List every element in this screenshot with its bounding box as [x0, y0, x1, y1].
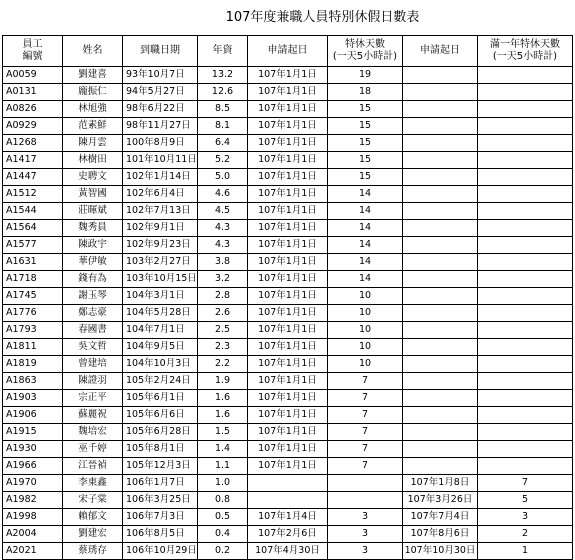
header-apply-start-2: 申請起日: [403, 36, 478, 67]
cell-name: 林旭強: [63, 101, 123, 118]
cell-name: 宗正平: [63, 390, 123, 407]
table-row: [3, 424, 573, 441]
cell-apply-start-2: [403, 441, 478, 458]
cell-employee-id: A1544: [3, 203, 63, 220]
cell-apply-start-2: 107年3月26日: [403, 492, 478, 509]
table-row: [3, 101, 573, 118]
table-row: [3, 135, 573, 152]
cell-name: 吳文哲: [63, 339, 123, 356]
cell-apply-start-2: [403, 118, 478, 135]
cell-special-days: 14: [328, 186, 403, 203]
cell-full-year-days: [478, 152, 573, 169]
cell-full-year-days: [478, 424, 573, 441]
header-hire-date: 到職日期: [123, 36, 198, 67]
cell-full-year-days: [478, 67, 573, 84]
cell-employee-id: A1577: [3, 237, 63, 254]
cell-hire-date: 105年6月6日: [123, 407, 198, 424]
cell-special-days: 15: [328, 152, 403, 169]
table-row: [3, 288, 573, 305]
cell-seniority: 4.6: [198, 186, 248, 203]
cell-seniority: 2.8: [198, 288, 248, 305]
cell-hire-date: 105年2月24日: [123, 373, 198, 390]
cell-hire-date: 105年6月28日: [123, 424, 198, 441]
cell-apply-start: 107年1月1日: [248, 220, 328, 237]
header-employee-id-line1: 員工: [22, 39, 43, 50]
cell-hire-date: 93年10月7日: [123, 67, 198, 84]
cell-name: 鄭志豪: [63, 305, 123, 322]
cell-employee-id: A1930: [3, 441, 63, 458]
cell-special-days: 3: [328, 509, 403, 526]
cell-name: 謝玉琴: [63, 288, 123, 305]
cell-hire-date: 106年1月7日: [123, 475, 198, 492]
cell-name: 林樹田: [63, 152, 123, 169]
cell-apply-start-2: [403, 339, 478, 356]
table-row: [3, 220, 573, 237]
cell-special-days: 18: [328, 84, 403, 101]
cell-apply-start: [248, 492, 328, 509]
cell-hire-date: 106年3月25日: [123, 492, 198, 509]
table-row: [3, 475, 573, 492]
cell-apply-start: 107年1月1日: [248, 67, 328, 84]
cell-name: 蔡琇存: [63, 543, 123, 560]
cell-special-days: 14: [328, 237, 403, 254]
header-name: 姓名: [63, 36, 123, 67]
table-row: [3, 492, 573, 509]
cell-apply-start: 107年1月1日: [248, 237, 328, 254]
cell-employee-id: A1447: [3, 169, 63, 186]
cell-apply-start-2: 107年1月8日: [403, 475, 478, 492]
cell-name: 陳月雲: [63, 135, 123, 152]
cell-apply-start-2: [403, 186, 478, 203]
cell-apply-start-2: [403, 67, 478, 84]
cell-seniority: 4.3: [198, 237, 248, 254]
cell-seniority: 0.2: [198, 543, 248, 560]
cell-special-days: 14: [328, 203, 403, 220]
cell-full-year-days: [478, 390, 573, 407]
cell-apply-start-2: [403, 407, 478, 424]
cell-full-year-days: [478, 101, 573, 118]
cell-seniority: 2.2: [198, 356, 248, 373]
cell-full-year-days: [478, 203, 573, 220]
cell-employee-id: A1417: [3, 152, 63, 169]
cell-full-year-days: [478, 356, 573, 373]
cell-seniority: 0.8: [198, 492, 248, 509]
cell-apply-start-2: [403, 254, 478, 271]
cell-name: 黃智國: [63, 186, 123, 203]
cell-name: 曾建培: [63, 356, 123, 373]
cell-employee-id: A1793: [3, 322, 63, 339]
cell-hire-date: 103年2月27日: [123, 254, 198, 271]
cell-hire-date: 102年7月13日: [123, 203, 198, 220]
cell-seniority: 6.4: [198, 135, 248, 152]
cell-apply-start-2: [403, 101, 478, 118]
page-title: 107年度兼職人員特別休假日數表: [225, 10, 420, 25]
cell-hire-date: 102年9月1日: [123, 220, 198, 237]
cell-full-year-days: [478, 186, 573, 203]
cell-apply-start-2: [403, 373, 478, 390]
cell-seniority: 1.1: [198, 458, 248, 475]
cell-name: 江晉禎: [63, 458, 123, 475]
cell-special-days: 10: [328, 322, 403, 339]
cell-name: 春國書: [63, 322, 123, 339]
cell-employee-id: A1745: [3, 288, 63, 305]
header-special-days-line2: (一天5小時計): [332, 51, 398, 62]
cell-name: 范素鮮: [63, 118, 123, 135]
cell-name: 龐振仁: [63, 84, 123, 101]
cell-apply-start-2: [403, 203, 478, 220]
cell-employee-id: A1631: [3, 254, 63, 271]
cell-seniority: 5.0: [198, 169, 248, 186]
cell-apply-start: [248, 475, 328, 492]
cell-seniority: 1.9: [198, 373, 248, 390]
cell-apply-start: 107年4月30日: [248, 543, 328, 560]
cell-apply-start-2: [403, 390, 478, 407]
cell-hire-date: 104年7月1日: [123, 322, 198, 339]
cell-name: 華伊敏: [63, 254, 123, 271]
cell-employee-id: A2021: [3, 543, 63, 560]
cell-seniority: 3.8: [198, 254, 248, 271]
cell-full-year-days: [478, 271, 573, 288]
cell-hire-date: 104年10月3日: [123, 356, 198, 373]
table-row: [3, 254, 573, 271]
cell-apply-start-2: [403, 220, 478, 237]
cell-employee-id: A1915: [3, 424, 63, 441]
cell-seniority: 13.2: [198, 67, 248, 84]
cell-full-year-days: 2: [478, 526, 573, 543]
cell-employee-id: A1512: [3, 186, 63, 203]
cell-employee-id: A0059: [3, 67, 63, 84]
cell-special-days: 10: [328, 305, 403, 322]
cell-apply-start-2: [403, 458, 478, 475]
header-employee-id-line2: 編號: [22, 51, 43, 62]
cell-seniority: 2.6: [198, 305, 248, 322]
cell-apply-start: 107年1月1日: [248, 390, 328, 407]
cell-full-year-days: [478, 407, 573, 424]
cell-apply-start: 107年1月1日: [248, 288, 328, 305]
table-row: [3, 203, 573, 220]
cell-apply-start-2: [403, 271, 478, 288]
cell-full-year-days: [478, 254, 573, 271]
cell-apply-start-2: [403, 169, 478, 186]
cell-employee-id: A0929: [3, 118, 63, 135]
table-row: [3, 441, 573, 458]
cell-apply-start-2: 107年10月30日: [403, 543, 478, 560]
cell-hire-date: 100年8月9日: [123, 135, 198, 152]
cell-name: 賴郁文: [63, 509, 123, 526]
cell-apply-start: 107年1月4日: [248, 509, 328, 526]
cell-hire-date: 98年6月22日: [123, 101, 198, 118]
table-row: [3, 271, 573, 288]
cell-employee-id: A1970: [3, 475, 63, 492]
cell-employee-id: A1966: [3, 458, 63, 475]
cell-full-year-days: [478, 373, 573, 390]
cell-special-days: 3: [328, 526, 403, 543]
cell-seniority: 4.5: [198, 203, 248, 220]
cell-apply-start: 107年1月1日: [248, 305, 328, 322]
cell-seniority: 1.0: [198, 475, 248, 492]
cell-employee-id: A2004: [3, 526, 63, 543]
cell-employee-id: A1906: [3, 407, 63, 424]
cell-special-days: 14: [328, 220, 403, 237]
cell-apply-start-2: [403, 135, 478, 152]
cell-apply-start-2: 107年7月4日: [403, 509, 478, 526]
cell-name: 李東鑫: [63, 475, 123, 492]
cell-special-days: 3: [328, 543, 403, 560]
cell-hire-date: 94年5月27日: [123, 84, 198, 101]
cell-hire-date: 102年1月14日: [123, 169, 198, 186]
table-row: [3, 169, 573, 186]
cell-apply-start-2: [403, 322, 478, 339]
cell-seniority: 3.2: [198, 271, 248, 288]
cell-employee-id: A0826: [3, 101, 63, 118]
table-row: [3, 322, 573, 339]
table-row: [3, 186, 573, 203]
cell-hire-date: 105年6月1日: [123, 390, 198, 407]
cell-apply-start-2: [403, 356, 478, 373]
cell-seniority: 1.5: [198, 424, 248, 441]
cell-full-year-days: 5: [478, 492, 573, 509]
cell-apply-start: 107年1月1日: [248, 169, 328, 186]
cell-special-days: 7: [328, 424, 403, 441]
cell-full-year-days: 1: [478, 543, 573, 560]
cell-special-days: 15: [328, 101, 403, 118]
cell-hire-date: 106年10月29日: [123, 543, 198, 560]
table-row: [3, 305, 573, 322]
cell-apply-start-2: [403, 84, 478, 101]
table-row: [3, 373, 573, 390]
cell-hire-date: 101年10月11日: [123, 152, 198, 169]
cell-name: 陳證羽: [63, 373, 123, 390]
cell-name: 魏秀員: [63, 220, 123, 237]
cell-apply-start: 107年1月1日: [248, 135, 328, 152]
cell-apply-start: 107年1月1日: [248, 118, 328, 135]
cell-full-year-days: [478, 441, 573, 458]
cell-employee-id: A1982: [3, 492, 63, 509]
cell-hire-date: 105年8月1日: [123, 441, 198, 458]
table-header: [3, 36, 573, 67]
table-row: [3, 458, 573, 475]
cell-full-year-days: [478, 322, 573, 339]
cell-employee-id: A1564: [3, 220, 63, 237]
header-full-year-days-line2: (一天5小時計): [492, 51, 558, 62]
cell-special-days: 7: [328, 441, 403, 458]
cell-seniority: 2.5: [198, 322, 248, 339]
cell-employee-id: A1998: [3, 509, 63, 526]
cell-hire-date: 106年8月5日: [123, 526, 198, 543]
cell-seniority: 8.1: [198, 118, 248, 135]
cell-apply-start: 107年1月1日: [248, 186, 328, 203]
table-row: [3, 390, 573, 407]
header-special-days-line1: 特休天數: [345, 39, 385, 50]
cell-name: 莊暉斌: [63, 203, 123, 220]
cell-seniority: 0.5: [198, 509, 248, 526]
header-full-year-days: [478, 36, 573, 67]
cell-special-days: 7: [328, 407, 403, 424]
cell-special-days: 10: [328, 356, 403, 373]
cell-apply-start-2: [403, 305, 478, 322]
cell-special-days: 15: [328, 169, 403, 186]
cell-apply-start: 107年1月1日: [248, 458, 328, 475]
cell-special-days: 10: [328, 288, 403, 305]
cell-employee-id: A1268: [3, 135, 63, 152]
table-row: [3, 526, 573, 543]
cell-seniority: 1.4: [198, 441, 248, 458]
cell-name: 巫千婷: [63, 441, 123, 458]
table-body: [3, 67, 573, 560]
cell-full-year-days: [478, 237, 573, 254]
cell-apply-start: 107年1月1日: [248, 356, 328, 373]
header-apply-start: 申請起日: [248, 36, 328, 67]
cell-name: 劉建喜: [63, 67, 123, 84]
table-row: [3, 152, 573, 169]
cell-apply-start-2: [403, 424, 478, 441]
cell-apply-start-2: 107年8月6日: [403, 526, 478, 543]
cell-special-days: 14: [328, 254, 403, 271]
leave-table: [2, 35, 573, 560]
cell-apply-start: 107年1月1日: [248, 407, 328, 424]
cell-apply-start: 107年1月1日: [248, 101, 328, 118]
cell-employee-id: A1718: [3, 271, 63, 288]
cell-name: 宋子棠: [63, 492, 123, 509]
cell-name: 陳政宇: [63, 237, 123, 254]
cell-seniority: 8.5: [198, 101, 248, 118]
cell-hire-date: 104年3月1日: [123, 288, 198, 305]
cell-hire-date: 104年9月5日: [123, 339, 198, 356]
cell-hire-date: 104年5月28日: [123, 305, 198, 322]
cell-special-days: 7: [328, 458, 403, 475]
cell-name: 魏培宏: [63, 424, 123, 441]
cell-apply-start: 107年1月1日: [248, 203, 328, 220]
cell-full-year-days: [478, 339, 573, 356]
cell-special-days: 15: [328, 135, 403, 152]
cell-special-days: 7: [328, 390, 403, 407]
cell-name: 錢有為: [63, 271, 123, 288]
cell-hire-date: 106年7月3日: [123, 509, 198, 526]
cell-hire-date: 105年12月3日: [123, 458, 198, 475]
cell-apply-start: 107年1月1日: [248, 152, 328, 169]
cell-special-days: 19: [328, 67, 403, 84]
cell-special-days: [328, 492, 403, 509]
cell-apply-start: 107年1月1日: [248, 339, 328, 356]
table-row: [3, 237, 573, 254]
cell-full-year-days: [478, 220, 573, 237]
header-row: [3, 36, 573, 67]
cell-apply-start: 107年1月1日: [248, 424, 328, 441]
table-row: [3, 407, 573, 424]
table-row: [3, 543, 573, 560]
cell-apply-start: 107年1月1日: [248, 441, 328, 458]
cell-apply-start-2: [403, 152, 478, 169]
header-special-days: [328, 36, 403, 67]
cell-special-days: [328, 475, 403, 492]
cell-special-days: 10: [328, 339, 403, 356]
header-seniority: 年資: [198, 36, 248, 67]
header-employee-id: [3, 36, 63, 67]
cell-seniority: 0.4: [198, 526, 248, 543]
cell-name: 劉建宏: [63, 526, 123, 543]
cell-apply-start: 107年1月1日: [248, 84, 328, 101]
cell-apply-start: 107年1月1日: [248, 271, 328, 288]
cell-seniority: 4.3: [198, 220, 248, 237]
cell-apply-start-2: [403, 288, 478, 305]
cell-full-year-days: [478, 118, 573, 135]
cell-full-year-days: [478, 169, 573, 186]
cell-apply-start-2: [403, 237, 478, 254]
table-row: [3, 84, 573, 101]
table-row: [3, 356, 573, 373]
cell-employee-id: A1819: [3, 356, 63, 373]
cell-special-days: 15: [328, 118, 403, 135]
cell-hire-date: 102年6月4日: [123, 186, 198, 203]
cell-employee-id: A1776: [3, 305, 63, 322]
cell-seniority: 2.3: [198, 339, 248, 356]
cell-seniority: 5.2: [198, 152, 248, 169]
header-full-year-days-line1: 滿一年特休天數: [490, 39, 560, 50]
table-row: [3, 67, 573, 84]
cell-special-days: 14: [328, 271, 403, 288]
cell-full-year-days: 7: [478, 475, 573, 492]
cell-special-days: 7: [328, 373, 403, 390]
cell-full-year-days: [478, 288, 573, 305]
cell-employee-id: A1903: [3, 390, 63, 407]
cell-employee-id: A0131: [3, 84, 63, 101]
cell-full-year-days: [478, 305, 573, 322]
cell-seniority: 12.6: [198, 84, 248, 101]
cell-seniority: 1.6: [198, 390, 248, 407]
cell-full-year-days: [478, 135, 573, 152]
cell-hire-date: 98年11月27日: [123, 118, 198, 135]
cell-name: 蘇麗祝: [63, 407, 123, 424]
table-row: [3, 339, 573, 356]
cell-employee-id: A1811: [3, 339, 63, 356]
cell-apply-start: 107年1月1日: [248, 322, 328, 339]
cell-hire-date: 103年10月15日: [123, 271, 198, 288]
cell-apply-start: 107年1月1日: [248, 373, 328, 390]
cell-apply-start: 107年2月6日: [248, 526, 328, 543]
cell-employee-id: A1863: [3, 373, 63, 390]
cell-seniority: 1.6: [198, 407, 248, 424]
cell-hire-date: 102年9月23日: [123, 237, 198, 254]
table-row: [3, 509, 573, 526]
cell-full-year-days: [478, 84, 573, 101]
cell-name: 史聘文: [63, 169, 123, 186]
cell-apply-start: 107年1月1日: [248, 254, 328, 271]
cell-full-year-days: 3: [478, 509, 573, 526]
table-row: [3, 118, 573, 135]
cell-full-year-days: [478, 458, 573, 475]
